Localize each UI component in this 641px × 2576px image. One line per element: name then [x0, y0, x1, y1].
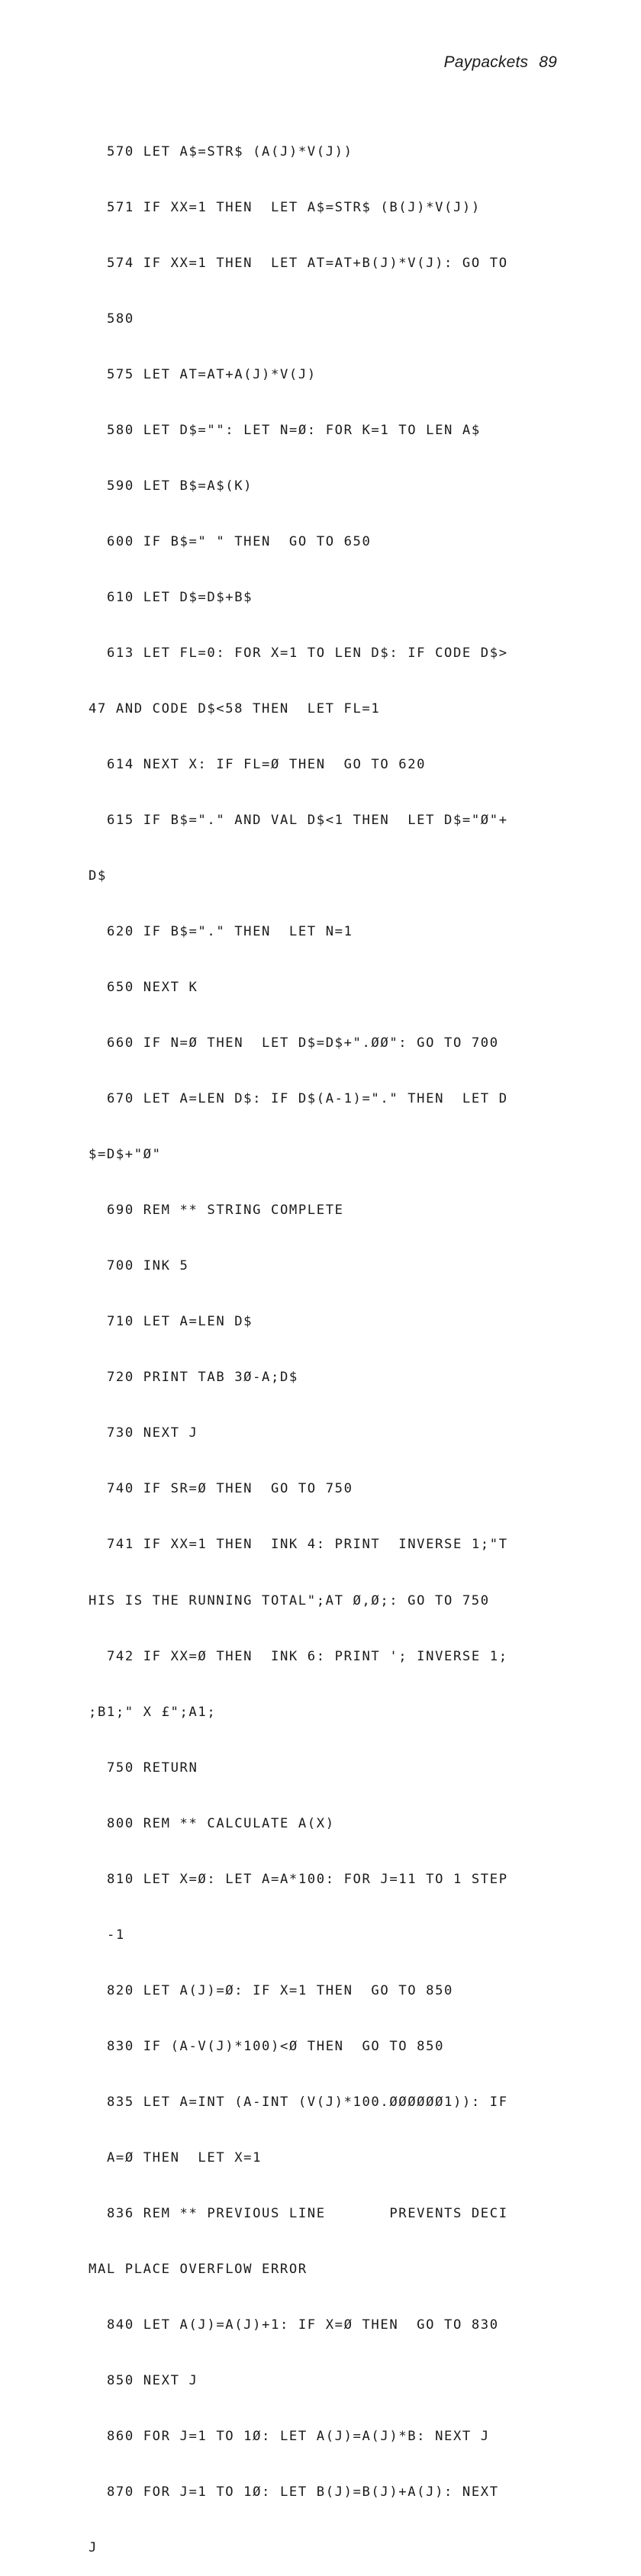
code-line-continuation: MAL PLACE OVERFLOW ERROR: [89, 2261, 308, 2277]
code-line: 740 IF SR=Ø THEN GO TO 750: [98, 1481, 353, 1497]
code-line: 571 IF XX=1 THEN LET A$=STR$ (B(J)*V(J)): [98, 199, 481, 215]
code-line: -1: [98, 1927, 125, 1943]
code-line: A=Ø THEN LET X=1: [98, 2149, 263, 2165]
code-line: 830 IF (A-V(J)*100)<Ø THEN GO TO 850: [98, 2038, 445, 2054]
code-line: 835 LET A=INT (A-INT (V(J)*100.ØØØØØØ1)): IF: [98, 2094, 508, 2110]
code-line: 600 IF B$=" " THEN GO TO 650: [98, 533, 372, 549]
code-line: 800 REM ** CALCULATE A(X): [98, 1815, 335, 1831]
page-title: Paypackets: [443, 53, 529, 71]
page-header: [444, 53, 557, 72]
code-line: 580: [98, 311, 134, 327]
code-line: 720 PRINT TAB 3Ø-A;D$: [98, 1370, 298, 1386]
code-line: 810 LET X=Ø: LET A=A*100: FOR J=11 TO 1 STEP: [98, 1871, 508, 1887]
code-line: 580 LET D$="": LET N=Ø: FOR K=1 TO LEN A$: [98, 422, 481, 438]
code-line: 650 NEXT K: [98, 980, 198, 996]
code-line: 670 LET A=LEN D$: IF D$(A-1)="." THEN LET D: [98, 1091, 508, 1107]
code-line-continuation: D$: [89, 868, 107, 884]
code-line-continuation: $=D$+"Ø": [89, 1147, 162, 1163]
code-line-continuation: 47 AND CODE D$<58 THEN LET FL=1: [89, 701, 381, 716]
code-line: 741 IF XX=1 THEN INK 4: PRINT INVERSE 1;"T: [98, 1537, 508, 1553]
code-line: 660 IF N=Ø THEN LET D$=D$+".ØØ": GO TO 700: [98, 1035, 499, 1051]
code-line: 574 IF XX=1 THEN LET AT=AT+B(J)*V(J): GO TO: [98, 255, 508, 271]
code-line-continuation: HIS IS THE RUNNING TOTAL";AT Ø,Ø;: GO TO 750: [89, 1592, 490, 1608]
code-line: 820 LET A(J)=Ø: IF X=1 THEN GO TO 850: [98, 1982, 453, 1998]
code-line: 700 INK 5: [98, 1258, 189, 1274]
code-line: 613 LET FL=0: FOR X=1 TO LEN D$: IF CODE D$>: [98, 645, 508, 661]
code-line: 570 LET A$=STR$ (A(J)*V(J)): [98, 143, 353, 159]
code-line-continuation: ;B1;" X £";A1;: [89, 1704, 217, 1720]
code-line: 840 LET A(J)=A(J)+1: IF X=Ø THEN GO TO 830: [98, 2317, 499, 2333]
code-line: 836 REM ** PREVIOUS LINE PREVENTS DECI: [98, 2205, 508, 2221]
basic-program-listing: [89, 105, 578, 2576]
page-number: 89: [539, 53, 557, 71]
code-line: 575 LET AT=AT+A(J)*V(J): [98, 366, 317, 382]
code-line: 750 RETURN: [98, 1760, 198, 1776]
code-line: 860 FOR J=1 TO 1Ø: LET A(J)=A(J)*B: NEXT J: [98, 2428, 490, 2444]
code-line: 614 NEXT X: IF FL=Ø THEN GO TO 620: [98, 757, 427, 773]
code-line: 610 LET D$=D$+B$: [98, 589, 253, 605]
code-line: 730 NEXT J: [98, 1425, 198, 1441]
code-line-continuation: J: [89, 2540, 98, 2556]
code-line: 615 IF B$="." AND VAL D$<1 THEN LET D$="Ø"+: [98, 813, 508, 829]
code-line: 710 LET A=LEN D$: [98, 1314, 253, 1330]
code-line: 620 IF B$="." THEN LET N=1: [98, 924, 353, 940]
code-line: 870 FOR J=1 TO 1Ø: LET B(J)=B(J)+A(J): NEXT: [98, 2484, 499, 2500]
code-line: 742 IF XX=Ø THEN INK 6: PRINT '; INVERSE 1;: [98, 1648, 508, 1664]
code-line: 590 LET B$=A$(K): [98, 478, 253, 494]
code-line: 850 NEXT J: [98, 2372, 198, 2388]
code-line: 690 REM ** STRING COMPLETE: [98, 1203, 344, 1219]
